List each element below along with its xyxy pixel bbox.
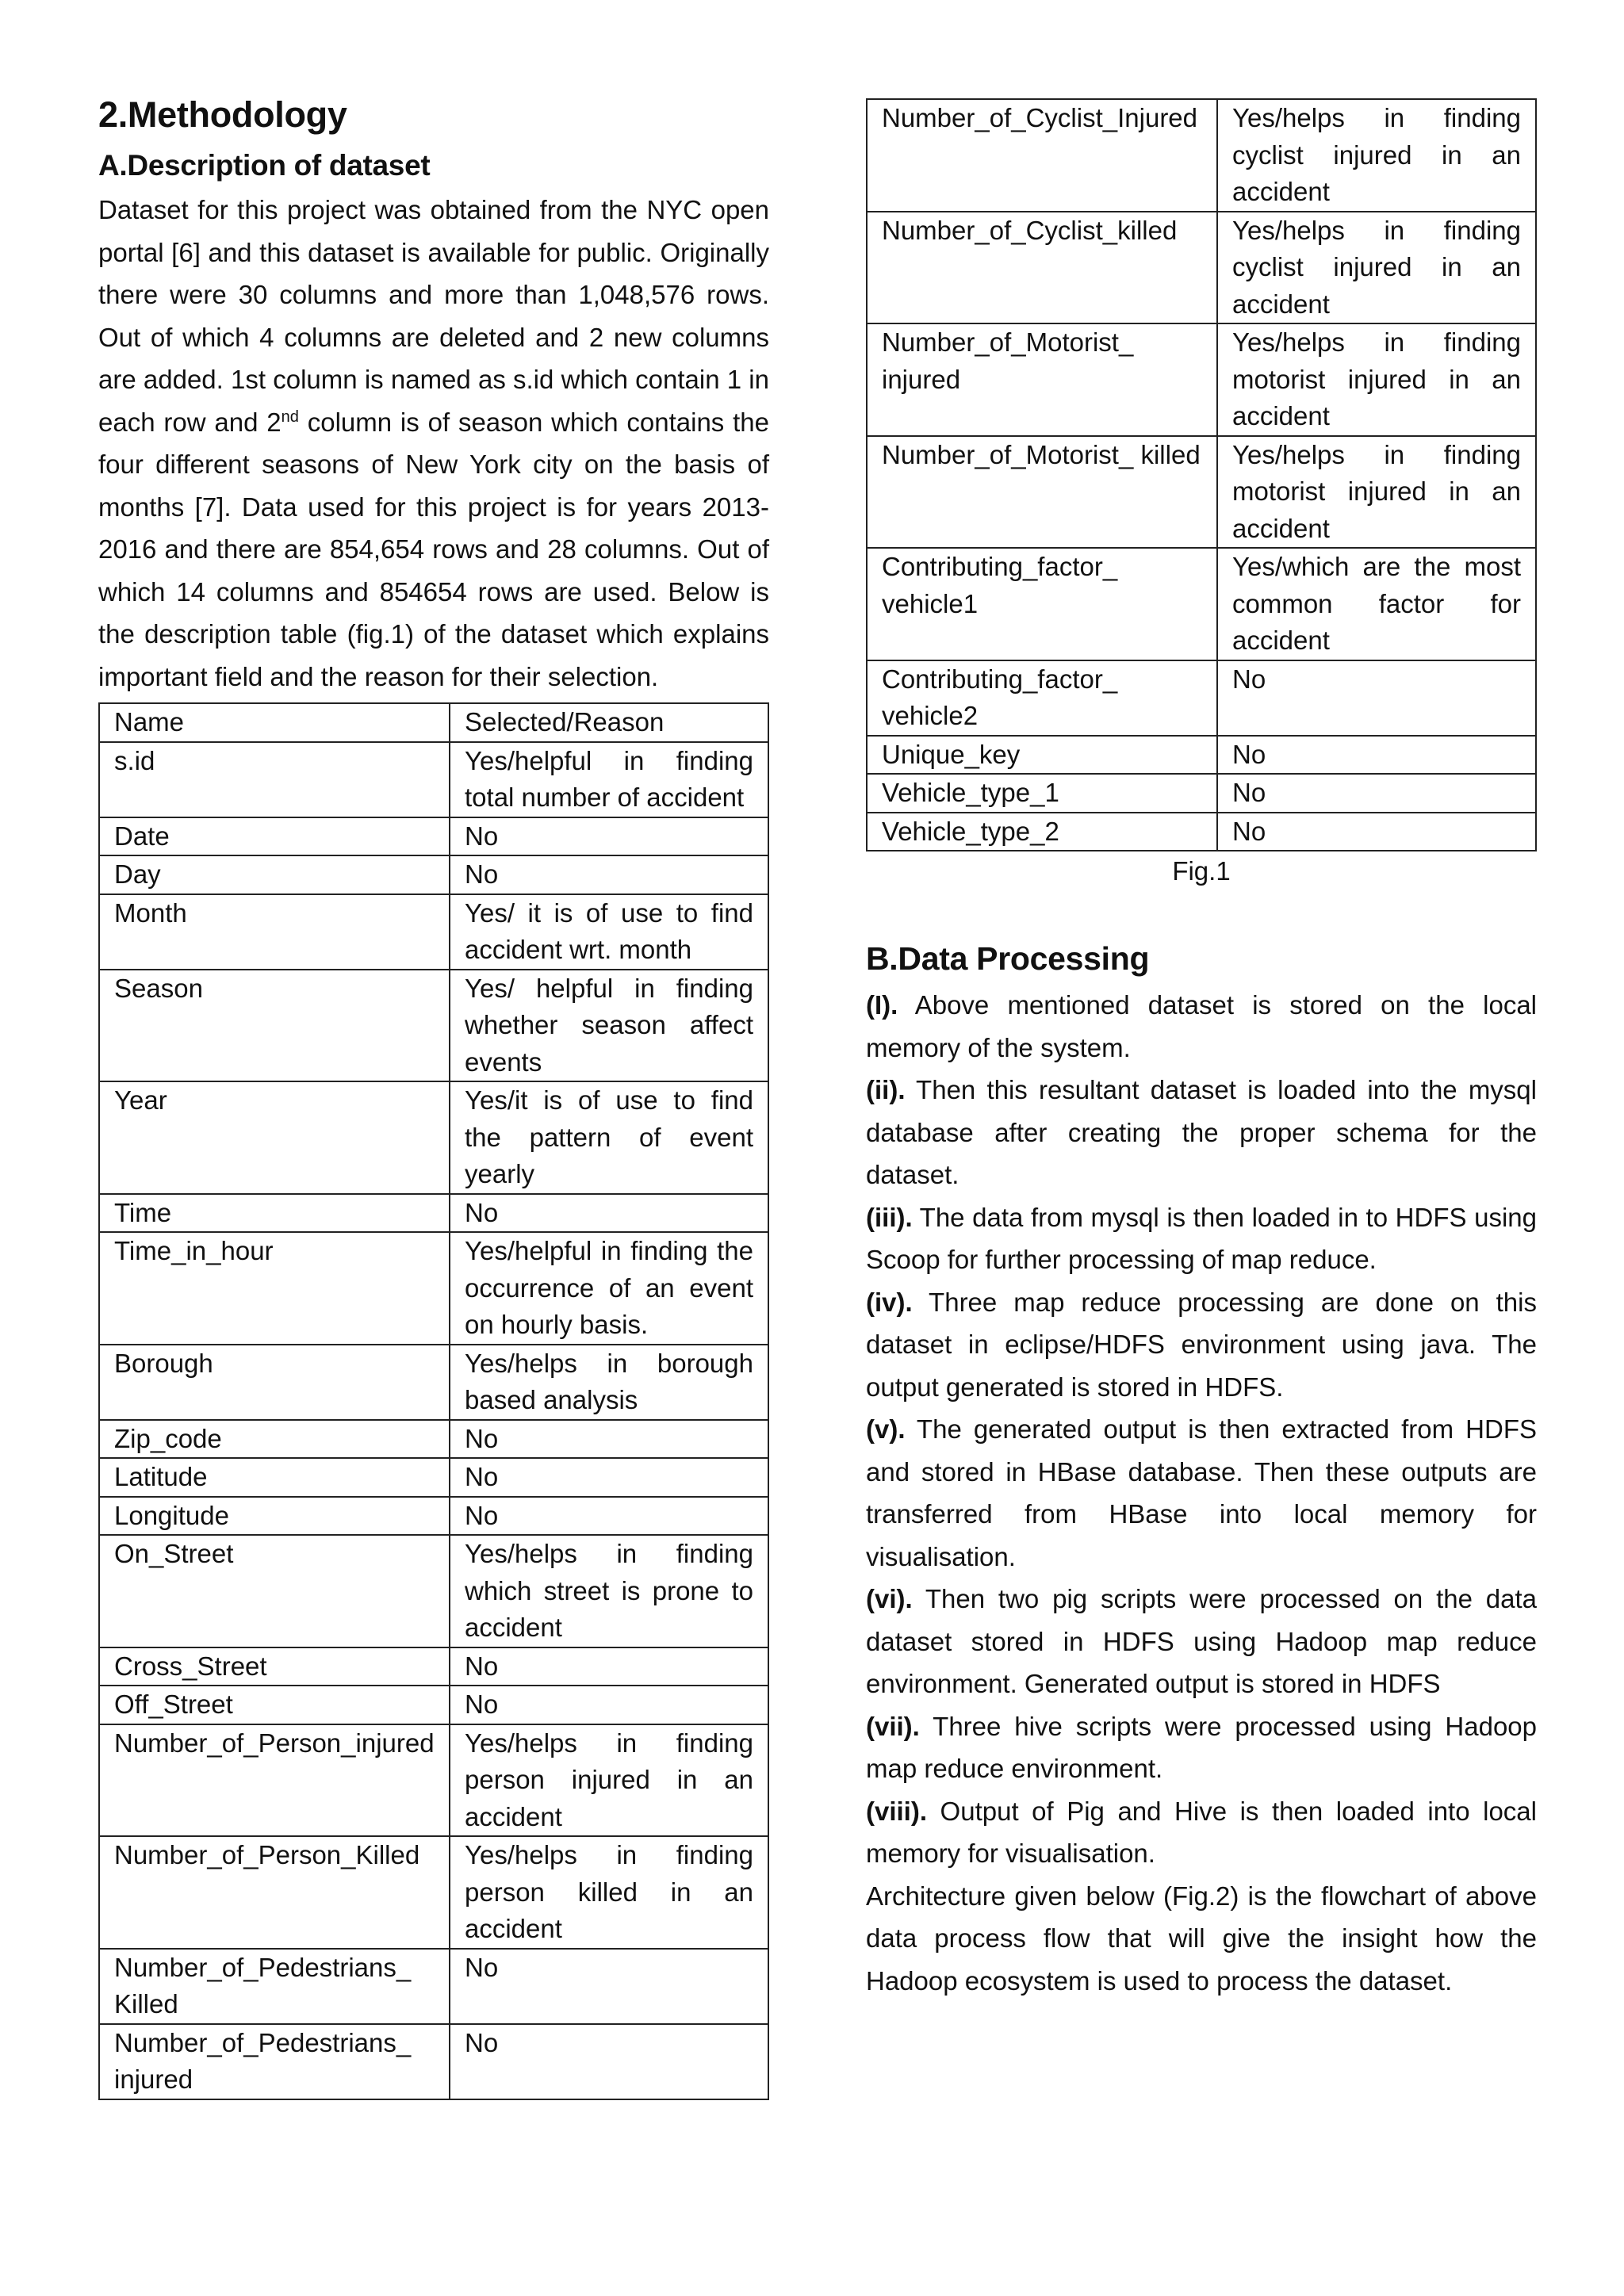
left-column: [98, 94, 769, 2100]
step-text: Three map reduce processing are done on this dataset in eclipse/HDFS environment using java. The output generated is stored in HDFS.: [866, 1287, 1537, 1402]
table-row: [867, 436, 1536, 549]
table-row: [867, 212, 1536, 324]
selection-reason-cell: Yes/helps in finding which street is prone to accident: [450, 1535, 768, 1647]
selection-reason-cell: Yes/helps in finding person injured in an accident: [450, 1724, 768, 1837]
processing-step: [866, 1705, 1537, 1790]
selection-reason-cell: Yes/helps in borough based analysis: [450, 1345, 768, 1420]
step-text: The generated output is then extracted from HDFS and stored in HBase database. Then these outputs are transferred from HBase into local memory for visualisation.: [866, 1414, 1537, 1571]
field-name-cell: Year: [99, 1081, 450, 1194]
table-left-body: [99, 703, 768, 2099]
table-row: [99, 1420, 768, 1459]
table-row: [867, 323, 1536, 436]
selection-reason-cell: Yes/which are the most common factor for accident: [1217, 548, 1536, 660]
table-row: [99, 703, 768, 742]
field-name-cell: Vehicle_type_1: [867, 774, 1217, 813]
selection-reason-cell: Yes/helps in finding cyclist injured in an accident: [1217, 212, 1536, 324]
field-name-cell: Number_of_Cyclist_Injured: [867, 99, 1217, 212]
processing-step: [866, 1281, 1537, 1409]
selection-reason-cell: No: [450, 1647, 768, 1686]
field-name-cell: Off_Street: [99, 1686, 450, 1724]
table-row: [99, 1497, 768, 1536]
selection-reason-cell: No: [450, 817, 768, 856]
section-title: 2.Methodology: [98, 94, 347, 135]
field-name-cell: Name: [99, 703, 450, 742]
field-name-cell: Date: [99, 817, 450, 856]
field-name-cell: Zip_code: [99, 1420, 450, 1459]
field-name-cell: Contributing_factor_ vehicle2: [867, 660, 1217, 736]
table-row: [99, 970, 768, 1082]
table-row: [867, 548, 1536, 660]
table-row: [867, 813, 1536, 851]
field-name-cell: Number_of_Motorist_ killed: [867, 436, 1217, 549]
field-name-cell: Contributing_factor_ vehicle1: [867, 548, 1217, 660]
selection-reason-cell: No: [1217, 774, 1536, 813]
table-row: [99, 1232, 768, 1345]
field-name-cell: Number_of_Person_Killed: [99, 1836, 450, 1949]
field-name-cell: Unique_key: [867, 736, 1217, 775]
table-row: [99, 742, 768, 817]
dataset-para-part2: column is of season which contains the four different seasons of New York city on the basis of months [7]. Data used for this project is for years 2013-2016 and there are 854,654 rows and 28 columns. Out of which 14 columns and 854654 rows are used. Below is the description table (fig.1) of the dataset which explains important field and the reason for their selection.: [98, 407, 769, 691]
processing-step: [866, 1790, 1537, 1875]
step-label: (viii).: [866, 1796, 928, 1826]
field-name-cell: Season: [99, 970, 450, 1082]
dataset-description-paragraph: [98, 189, 769, 698]
field-name-cell: Cross_Street: [99, 1647, 450, 1686]
step-text: Above mentioned dataset is stored on the local memory of the system.: [866, 990, 1537, 1062]
processing-step: [866, 1408, 1537, 1578]
step-text: The data from mysql is then loaded in to HDFS using Scoop for further processing of map reduce.: [866, 1202, 1537, 1275]
table-row: [99, 1647, 768, 1686]
processing-steps: [866, 984, 1537, 1875]
step-text: Output of Pig and Hive is then loaded into local memory for visualisation.: [866, 1796, 1537, 1869]
processing-step: [866, 1196, 1537, 1281]
selection-reason-cell: Yes/helps in finding cyclist injured in an accident: [1217, 99, 1536, 212]
processing-step: [866, 1578, 1537, 1705]
table-row: [99, 1535, 768, 1647]
table-row: [867, 99, 1536, 212]
step-text: Three hive scripts were processed using Hadoop map reduce environment.: [866, 1711, 1537, 1784]
table-right-body: [867, 99, 1536, 851]
figure-caption: Fig.1: [1172, 856, 1231, 886]
field-name-cell: Vehicle_type_2: [867, 813, 1217, 851]
table-row: [99, 1836, 768, 1949]
step-label: (I).: [866, 990, 898, 1020]
field-name-cell: Number_of_Person_injured: [99, 1724, 450, 1837]
field-name-cell: Borough: [99, 1345, 450, 1420]
selection-reason-cell: Yes/ helpful in finding whether season affect events: [450, 970, 768, 1082]
selection-reason-cell: No: [1217, 736, 1536, 775]
selection-reason-cell: No: [1217, 660, 1536, 736]
field-name-cell: Time_in_hour: [99, 1232, 450, 1345]
dataset-description-table-right: [866, 98, 1537, 851]
table-row: [99, 1724, 768, 1837]
table-row: [99, 855, 768, 894]
field-name-cell: On_Street: [99, 1535, 450, 1647]
field-name-cell: Number_of_Pedestrians_ injured: [99, 2024, 450, 2099]
selection-reason-cell: No: [450, 855, 768, 894]
selection-reason-cell: No: [450, 1686, 768, 1724]
selection-reason-cell: Yes/it is of use to find the pattern of event yearly: [450, 1081, 768, 1194]
step-label: (vii).: [866, 1711, 920, 1741]
field-name-cell: Number_of_Cyclist_killed: [867, 212, 1217, 324]
selection-reason-cell: No: [450, 1458, 768, 1497]
field-name-cell: Latitude: [99, 1458, 450, 1497]
selection-reason-cell: Yes/helps in finding motorist injured in an accident: [1217, 323, 1536, 436]
table-row: [99, 1345, 768, 1420]
step-label: (vi).: [866, 1584, 913, 1614]
step-label: (iv).: [866, 1287, 913, 1317]
architecture-paragraph: Architecture given below (Fig.2) is the flowchart of above data process flow that will give the insight how the Hadoop ecosystem is used to process the dataset.: [866, 1881, 1537, 1996]
step-text: Then two pig scripts were processed on the data dataset stored in HDFS using Hadoop map reduce environment. Generated output is stored in HDFS: [866, 1584, 1537, 1699]
selection-reason-cell: Yes/helps in finding person killed in an accident: [450, 1836, 768, 1949]
selection-reason-cell: No: [450, 1949, 768, 2024]
subsection-b-title: B.Data Processing: [866, 940, 1150, 977]
right-column: [866, 98, 1537, 2002]
processing-step: [866, 984, 1537, 1069]
selection-reason-cell: No: [450, 1194, 768, 1233]
step-label: (iii).: [866, 1202, 913, 1232]
table-row: [99, 1194, 768, 1233]
selection-reason-cell: No: [450, 1497, 768, 1536]
field-name-cell: Day: [99, 855, 450, 894]
table-row: [99, 817, 768, 856]
table-row: [867, 736, 1536, 775]
selection-reason-cell: No: [450, 2024, 768, 2099]
field-name-cell: s.id: [99, 742, 450, 817]
selection-reason-cell: Yes/helpful in finding the occurrence of an event on hourly basis.: [450, 1232, 768, 1345]
field-name-cell: Longitude: [99, 1497, 450, 1536]
field-name-cell: Month: [99, 894, 450, 970]
field-name-cell: Number_of_Pedestrians_ Killed: [99, 1949, 450, 2024]
table-row: [99, 1686, 768, 1724]
table-row: [99, 1458, 768, 1497]
selection-reason-cell: No: [450, 1420, 768, 1459]
subsection-a-title: A.Description of dataset: [98, 149, 431, 182]
step-text: Then this resultant dataset is loaded into the mysql database after creating the proper schema for the dataset.: [866, 1075, 1537, 1190]
table-row: [99, 1949, 768, 2024]
dataset-para-part1: Dataset for this project was obtained from the NYC open portal [6] and this dataset is available for public. Originally there were 30 columns and more than 1,048,576 rows. Out of which 4 columns are deleted and 2 new columns are added. 1st column is named as s.id which contain 1 in each row and 2: [98, 195, 769, 437]
processing-step: [866, 1069, 1537, 1196]
selection-reason-cell: Yes/helpful in finding total number of accident: [450, 742, 768, 817]
field-name-cell: Number_of_Motorist_ injured: [867, 323, 1217, 436]
table-row: [867, 660, 1536, 736]
dataset-description-table-left: [98, 702, 769, 2100]
superscript-nd: nd: [281, 408, 299, 426]
table-row: [99, 894, 768, 970]
selection-reason-cell: Selected/Reason: [450, 703, 768, 742]
table-row: [867, 774, 1536, 813]
table-row: [99, 1081, 768, 1194]
step-label: (ii).: [866, 1075, 906, 1105]
table-row: [99, 2024, 768, 2099]
selection-reason-cell: Yes/helps in finding motorist injured in an accident: [1217, 436, 1536, 549]
field-name-cell: Time: [99, 1194, 450, 1233]
selection-reason-cell: No: [1217, 813, 1536, 851]
selection-reason-cell: Yes/ it is of use to find accident wrt. month: [450, 894, 768, 970]
step-label: (v).: [866, 1414, 906, 1445]
